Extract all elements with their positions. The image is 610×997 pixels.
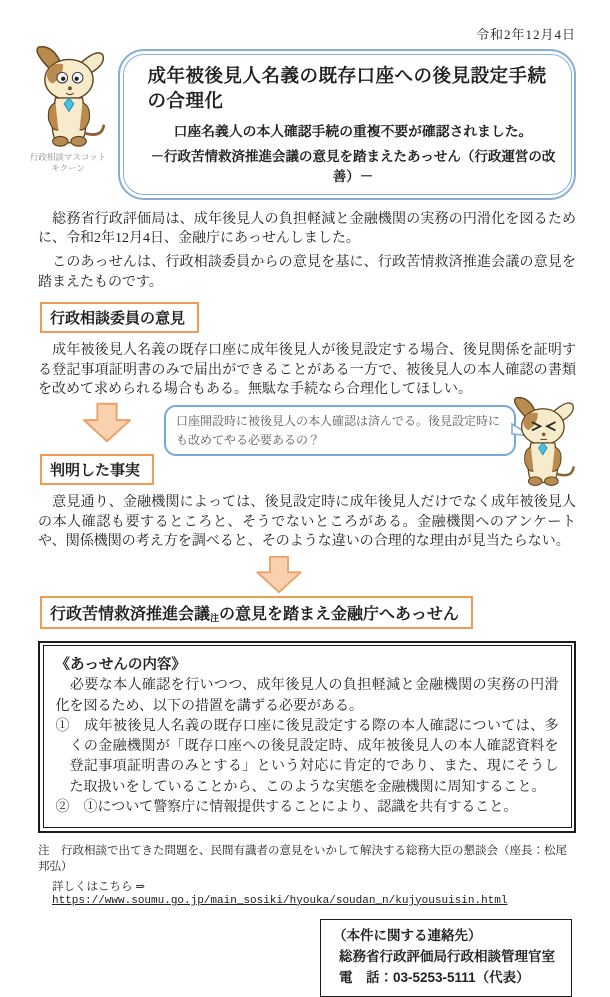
dog-mascot-worried-icon bbox=[502, 396, 582, 493]
footnote: 注 行政相談で出てきた問題を、民間有識者の意見をいかして解決する総務大臣の懇談会（座長：松尾邦弘） bbox=[38, 844, 567, 873]
title-box bbox=[118, 49, 576, 200]
speech-bubble-text: 口座開設時に被後見人の本人確認は済んでる。後見設定時にも改めてやる必要あるの？ bbox=[176, 413, 501, 447]
contact-phone: 電 話：03-5253-5111（代表） bbox=[339, 969, 530, 985]
page-tagline: －行政苦情救済推進会議の意見を踏まえたあっせん（行政運営の改善）－ bbox=[150, 149, 556, 185]
section-heading-opinion: 行政相談委員の意見 bbox=[40, 302, 199, 333]
fact-paragraph: 意見通り、金融機関によっては、後見設定時に成年後見人だけでなく成年被後見人の本人確認も要するところと、そうでないところがある。金融機関へのアンケートや、関係機関の考え方を調べると、そのような違いの合理的な理由が見当たらない。 bbox=[38, 494, 576, 550]
contact-title: （本件に関する連絡先） bbox=[333, 927, 482, 943]
intro-paragraph-1: 総務省行政評価局は、成年後見人の負担軽減と金融機関の実務の円滑化を図るために、令和2年12月4日、金融庁にあっせんしました。 bbox=[38, 211, 576, 247]
footnote-link-line bbox=[52, 878, 576, 907]
down-arrow-icon bbox=[82, 402, 132, 449]
assen-lead-paragraph: 必要な本人確認を行いつつ、成年後見人の負担軽減と金融機関の実務の円滑化を図るため、以下の措置を講ずる必要がある。 bbox=[55, 678, 559, 714]
page-title: 成年被後見人名義の既存口座への後見設定手続の合理化 bbox=[147, 64, 547, 112]
page-subtitle: 口座名義人の本人確認手続の重複不要が確認されました。 bbox=[173, 124, 533, 140]
down-arrow-icon bbox=[254, 556, 576, 594]
contact-office: 総務省行政評価局行政相談管理官室 bbox=[339, 948, 555, 964]
opinion-paragraph: 成年被後見人名義の既存口座に成年後見人が後見設定する場合、後見関係を証明する登記事項証明書のみで届出ができることがある一方で、被後見人の本人確認の書類を改めて求められる場合もある。無駄な手続なら合理化してほしい。 bbox=[38, 343, 576, 398]
speech-bubble bbox=[164, 405, 516, 456]
details-link[interactable]: https://www.soumu.go.jp/main_sosiki/hyouka/soudan_n/kujyousuisin.html bbox=[52, 894, 508, 907]
assen-item-2: ② ①について警察庁に情報提供することにより、認識を共有すること。 bbox=[55, 800, 518, 815]
dog-mascot-happy-icon bbox=[22, 136, 114, 153]
document-date: 令和2年12月4日 bbox=[475, 27, 576, 42]
section-heading-assen: 行政苦情救済推進会議注の意見を踏まえ金融庁へあっせん bbox=[40, 596, 473, 629]
mascot-column bbox=[18, 45, 118, 174]
contact-row bbox=[38, 919, 572, 997]
bubble-row bbox=[38, 402, 576, 447]
assen-box-title: 《あっせんの内容》 bbox=[55, 657, 186, 674]
contact-box bbox=[320, 919, 572, 997]
assen-content-box bbox=[38, 641, 576, 833]
link-label: 詳しくはこちら ⇒ bbox=[52, 880, 146, 893]
intro-paragraph-2: このあっせんは、行政相談委員からの意見を基に、行政苦情救済推進会議の意見を踏まえたものです。 bbox=[38, 254, 576, 290]
mascot-caption: 行政相談マスコット キクーン bbox=[29, 152, 107, 174]
section-heading-fact: 判明した事実 bbox=[40, 454, 154, 485]
note-reference-mark: 注 bbox=[210, 612, 220, 623]
header-row bbox=[29, 45, 576, 200]
assen-item-1: ① 成年被後見人名義の既存口座に後見設定する際の本人確認については、多くの金融機関が「既存口座への後見設定時、成年被後見人の本人確認資料を登記事項証明書のみとする」という対応に肯定的であり、また、現にそうした取扱いをしていることから、このような実態を金融機関に周知すること。 bbox=[55, 718, 559, 795]
